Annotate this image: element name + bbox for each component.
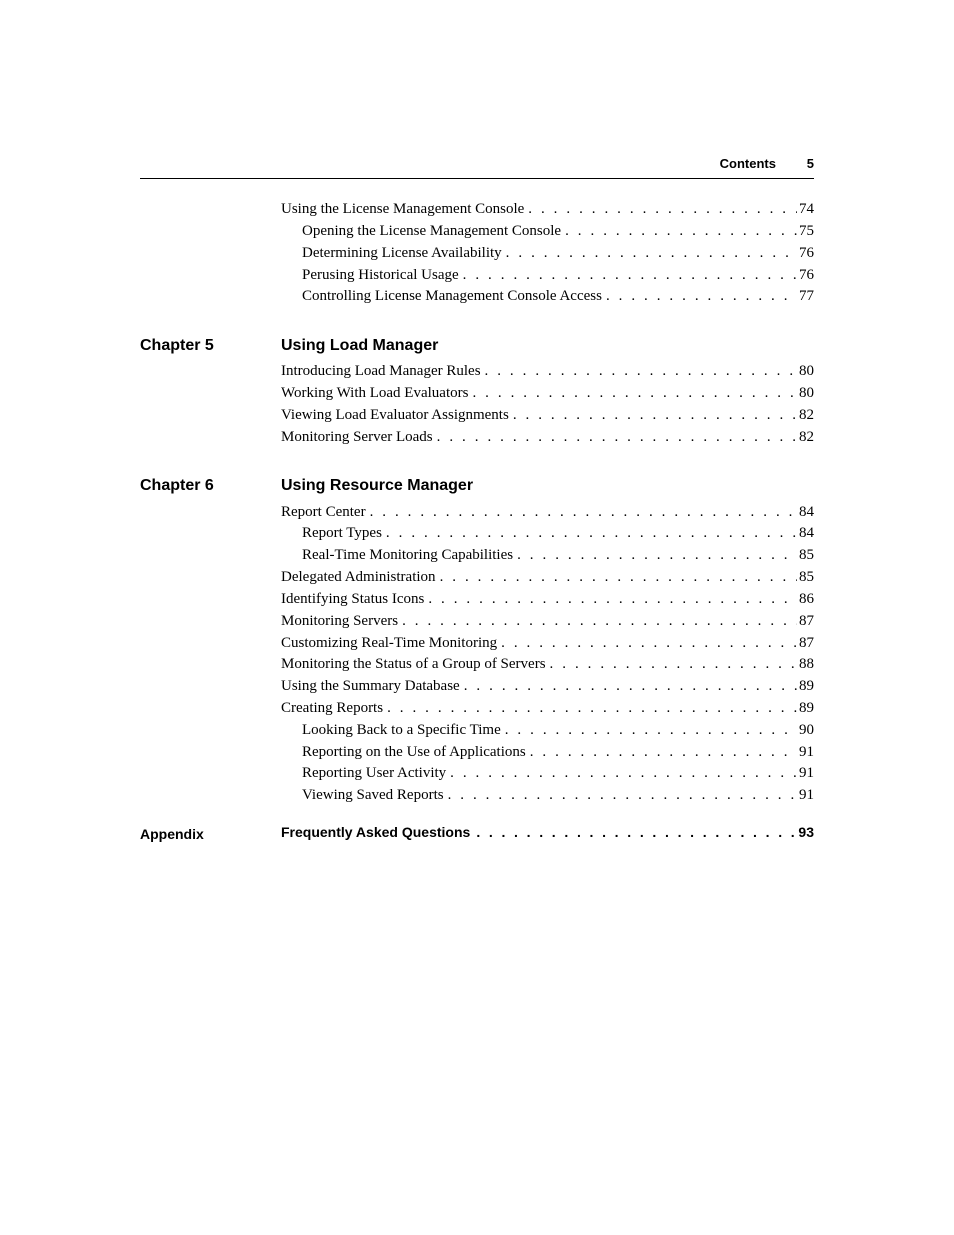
toc-entry[interactable] bbox=[281, 613, 814, 635]
toc-entry-title: Frequently Asked Questions bbox=[281, 824, 471, 840]
toc-entry-title: Using the Summary Database bbox=[281, 678, 460, 694]
leader-dots bbox=[476, 824, 798, 840]
leader-dots bbox=[428, 591, 797, 608]
leader-dots bbox=[530, 744, 797, 761]
toc-entry-page: 82 bbox=[799, 407, 814, 423]
toc-entry-page: 91 bbox=[799, 787, 814, 803]
leader-dots bbox=[565, 223, 797, 240]
header-page-number: 5 bbox=[806, 156, 814, 171]
leader-dots bbox=[513, 407, 797, 424]
toc-entry-title: Looking Back to a Specific Time bbox=[302, 722, 501, 738]
toc-entry-title: Delegated Administration bbox=[281, 569, 436, 585]
toc-entry[interactable] bbox=[281, 656, 814, 678]
toc-entry-title: Creating Reports bbox=[281, 700, 384, 716]
toc-entry-page: 80 bbox=[799, 363, 814, 379]
leader-dots bbox=[463, 267, 797, 284]
leader-dots bbox=[606, 288, 797, 305]
toc-entry-title: Working With Load Evaluators bbox=[281, 385, 469, 401]
chapter-label: Chapter 5 bbox=[140, 337, 214, 354]
leader-dots bbox=[550, 656, 797, 673]
toc-entry-title: Real-Time Monitoring Capabilities bbox=[302, 547, 514, 563]
toc-subentry[interactable] bbox=[302, 288, 814, 310]
toc-entry-title: Report Types bbox=[302, 525, 382, 541]
toc-entry-page: 80 bbox=[799, 385, 814, 401]
toc-entry-page: 89 bbox=[799, 700, 814, 716]
toc-entry[interactable] bbox=[281, 569, 814, 591]
toc-subentry[interactable] bbox=[302, 722, 814, 744]
toc-entry[interactable] bbox=[281, 201, 814, 223]
toc-entry[interactable] bbox=[281, 407, 814, 429]
toc-entry[interactable] bbox=[281, 363, 814, 385]
toc-subentry[interactable] bbox=[302, 787, 814, 809]
toc-subentry[interactable] bbox=[302, 245, 814, 267]
header-title: Contents bbox=[719, 156, 776, 171]
toc-entry-page: 89 bbox=[799, 678, 814, 694]
toc-entry-title: Monitoring the Status of a Group of Servers bbox=[281, 656, 546, 672]
toc-entry-title: Report Center bbox=[281, 504, 366, 520]
toc-entry[interactable] bbox=[281, 700, 814, 722]
toc-entry-page: 82 bbox=[799, 429, 814, 445]
toc-entry-page: 84 bbox=[799, 525, 814, 541]
toc-entry-title: Opening the License Management Console bbox=[302, 223, 562, 239]
toc-entry-title: Monitoring Server Loads bbox=[281, 429, 433, 445]
leader-dots bbox=[505, 722, 797, 739]
toc-entry-title: Viewing Saved Reports bbox=[302, 787, 444, 803]
toc-entry-page: 75 bbox=[799, 223, 814, 239]
toc-entry[interactable] bbox=[281, 385, 814, 407]
toc-entry-page: 86 bbox=[799, 591, 814, 607]
leader-dots bbox=[448, 787, 797, 804]
toc-entry-title: Using the License Management Console bbox=[281, 201, 525, 217]
toc-entry-title: Identifying Status Icons bbox=[281, 591, 425, 607]
toc-subentry[interactable] bbox=[302, 223, 814, 245]
leader-dots bbox=[501, 635, 797, 652]
toc-entry[interactable] bbox=[281, 429, 814, 451]
appendix-entry[interactable] bbox=[281, 824, 814, 840]
toc-entry-page: 87 bbox=[799, 635, 814, 651]
leader-dots bbox=[528, 201, 797, 218]
toc-entry-page: 93 bbox=[798, 824, 814, 840]
toc-subentry[interactable] bbox=[302, 765, 814, 787]
toc-entry-title: Introducing Load Manager Rules bbox=[281, 363, 481, 379]
toc-entry-page: 87 bbox=[799, 613, 814, 629]
toc-entry-title: Controlling License Management Console Access bbox=[302, 288, 602, 304]
toc-entry[interactable] bbox=[281, 678, 814, 700]
leader-dots bbox=[402, 613, 797, 630]
toc-entry[interactable] bbox=[281, 504, 814, 526]
toc-entry-title: Reporting User Activity bbox=[302, 765, 447, 781]
toc-entry-page: 91 bbox=[799, 744, 814, 760]
leader-dots bbox=[440, 569, 797, 586]
leader-dots bbox=[472, 385, 797, 402]
toc-subentry[interactable] bbox=[302, 547, 814, 569]
leader-dots bbox=[370, 504, 797, 521]
toc-entry-title: Monitoring Servers bbox=[281, 613, 399, 629]
toc-entry-page: 77 bbox=[799, 288, 814, 304]
toc-entry-page: 90 bbox=[799, 722, 814, 738]
chapter-title[interactable]: Using Load Manager bbox=[281, 337, 439, 354]
toc-entry-page: 74 bbox=[799, 201, 814, 217]
chapter-label: Chapter 6 bbox=[140, 477, 214, 494]
toc-subentry[interactable] bbox=[302, 744, 814, 766]
running-header bbox=[140, 154, 814, 179]
leader-dots bbox=[437, 429, 797, 446]
toc-entry[interactable] bbox=[281, 635, 814, 657]
toc-entry-title: Perusing Historical Usage bbox=[302, 267, 459, 283]
toc-entry-page: 76 bbox=[799, 245, 814, 261]
toc-entry-page: 91 bbox=[799, 765, 814, 781]
leader-dots bbox=[450, 765, 797, 782]
leader-dots bbox=[387, 700, 797, 717]
toc-entry-title: Determining License Availability bbox=[302, 245, 502, 261]
toc-entry[interactable] bbox=[281, 591, 814, 613]
toc-entry-page: 76 bbox=[799, 267, 814, 283]
toc-subentry[interactable] bbox=[302, 267, 814, 289]
leader-dots bbox=[386, 525, 797, 542]
toc-entry-page: 88 bbox=[799, 656, 814, 672]
toc-entry-page: 85 bbox=[799, 569, 814, 585]
leader-dots bbox=[464, 678, 797, 695]
toc-entry-page: 84 bbox=[799, 504, 814, 520]
toc-entry-title: Reporting on the Use of Applications bbox=[302, 744, 526, 760]
leader-dots bbox=[485, 363, 797, 380]
leader-dots bbox=[517, 547, 797, 564]
appendix-label: Appendix bbox=[140, 826, 204, 842]
leader-dots bbox=[506, 245, 797, 262]
toc-subentry[interactable] bbox=[302, 525, 814, 547]
toc-entry-page: 85 bbox=[799, 547, 814, 563]
toc-entry-title: Customizing Real-Time Monitoring bbox=[281, 635, 498, 651]
chapter-title[interactable]: Using Resource Manager bbox=[281, 477, 474, 494]
toc-entry-title: Viewing Load Evaluator Assignments bbox=[281, 407, 509, 423]
